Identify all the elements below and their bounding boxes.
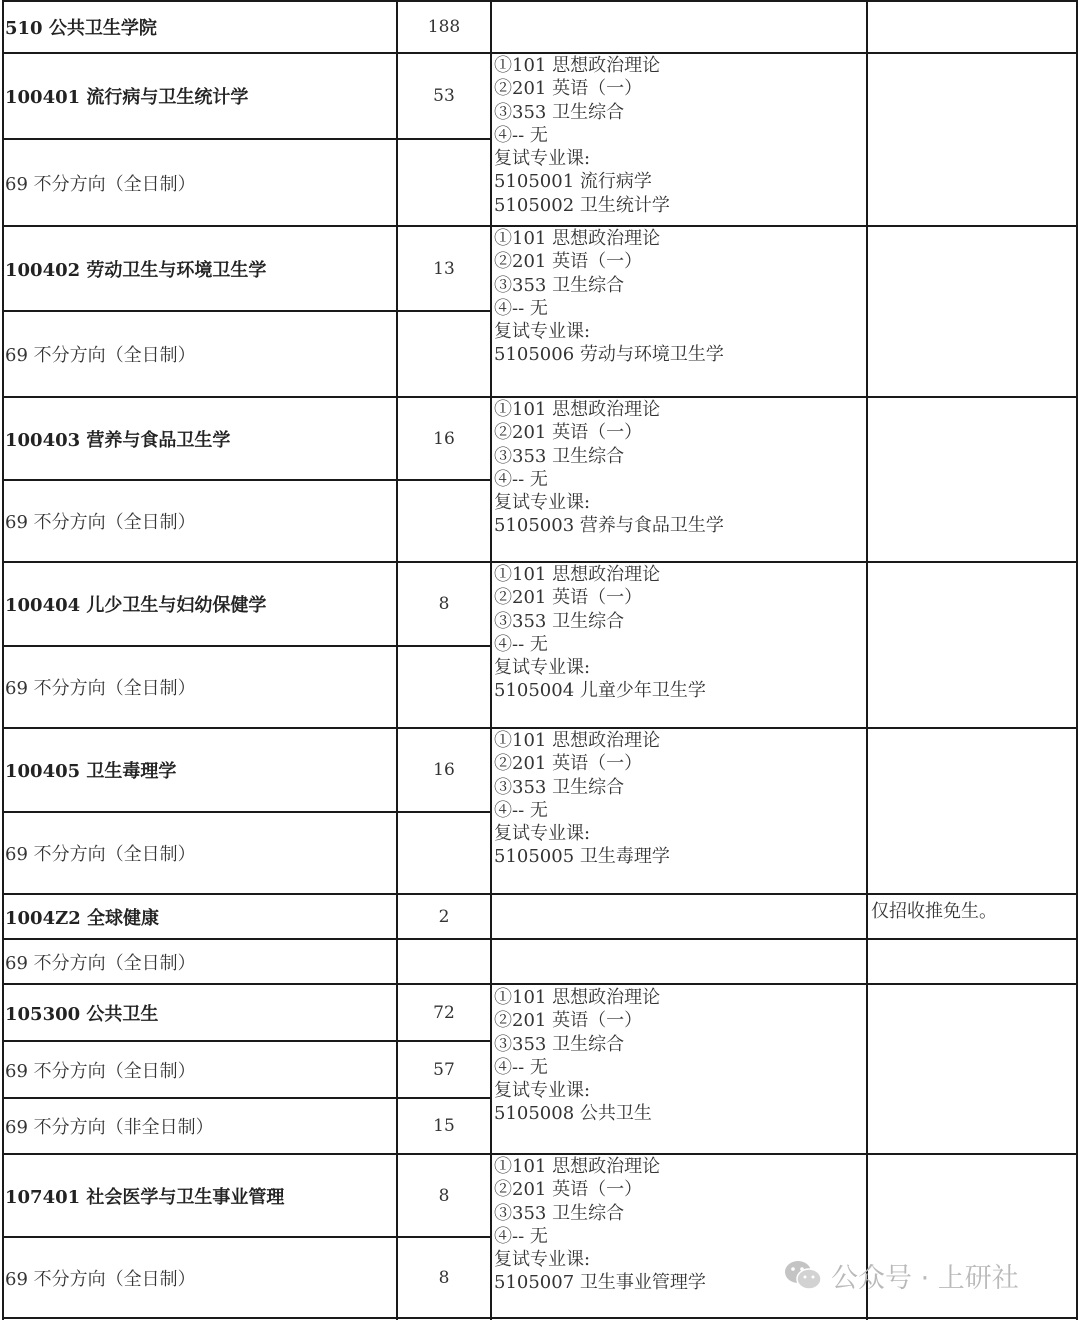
exam-line: ①101 思想政治理论 — [494, 55, 661, 76]
exam-line: ③353 卫生综合 — [494, 1202, 625, 1224]
exam-line: 5105008 公共卫生 — [494, 1103, 652, 1125]
exam-subjects — [494, 398, 724, 538]
exam-line: ②201 英语（一） — [494, 422, 643, 444]
exam-line: 5105002 卫生统计学 — [494, 194, 670, 216]
exam-line: ①101 思想政治理论 — [494, 1156, 661, 1177]
exam-line: ③353 卫生综合 — [494, 101, 625, 123]
major-name: 107401 社会医学与卫生事业管理 — [5, 1186, 285, 1208]
exam-line: ②201 英语（一） — [494, 251, 643, 273]
exam-line: ②201 英语（一） — [494, 753, 643, 775]
major-quota: 13 — [433, 258, 455, 279]
major-name: 100405 卫生毒理学 — [5, 761, 177, 782]
major-name: 100402 劳动卫生与环境卫生学 — [5, 259, 267, 281]
exam-line: ④-- 无 — [494, 799, 548, 821]
major-name: 100403 营养与食品卫生学 — [5, 429, 231, 451]
column-divider — [490, 0, 492, 1320]
direction-label: 69 不分方向（全日制） — [5, 1060, 196, 1082]
exam-line: 复试专业课: — [494, 1080, 591, 1102]
major-name: 100401 流行病与卫生统计学 — [5, 87, 249, 108]
exam-line: ③353 卫生综合 — [494, 1033, 625, 1055]
major-name: 105300 公共卫生 — [5, 1003, 159, 1025]
exam-subjects — [494, 563, 706, 703]
direction-quota: 8 — [438, 1267, 450, 1288]
exam-line: ③353 卫生综合 — [494, 610, 625, 632]
exam-subjects — [494, 1155, 706, 1295]
exam-subjects — [494, 729, 670, 869]
table-border-left — [2, 0, 4, 1320]
exam-line: ③353 卫生综合 — [494, 776, 625, 798]
watermark — [783, 1255, 1019, 1295]
exam-line: ③353 卫生综合 — [494, 445, 625, 467]
wechat-icon — [783, 1258, 823, 1292]
exam-line: 5105006 劳动与环境卫生学 — [494, 344, 724, 366]
direction-quota: 57 — [433, 1059, 455, 1080]
exam-line: ④-- 无 — [494, 124, 548, 146]
major-quota: 16 — [433, 428, 455, 449]
exam-line: ④-- 无 — [494, 1225, 548, 1247]
exam-line: 5105005 卫生毒理学 — [494, 846, 670, 868]
row-divider — [2, 1317, 1078, 1319]
exam-subjects — [494, 54, 670, 217]
direction-label: 69 不分方向（非全日制） — [5, 1117, 214, 1138]
exam-line: 5105007 卫生事业管理学 — [494, 1272, 706, 1294]
direction-label: 69 不分方向（全日制） — [5, 678, 196, 699]
exam-line: 复试专业课: — [494, 492, 591, 514]
major-quota: 53 — [433, 86, 455, 106]
exam-line: 复试专业课: — [494, 657, 591, 679]
direction-label: 69 不分方向（全日制） — [5, 1268, 196, 1290]
exam-line: 5105004 儿童少年卫生学 — [494, 680, 706, 702]
row-divider — [2, 0, 1078, 2]
exam-line: ②201 英语（一） — [494, 1010, 643, 1032]
direction-label: 69 不分方向（全日制） — [5, 345, 196, 366]
exam-line: ④-- 无 — [494, 297, 548, 319]
direction-label: 69 不分方向（全日制） — [5, 952, 196, 974]
exam-line: ①101 思想政治理论 — [494, 987, 661, 1008]
exam-line: 5105001 流行病学 — [494, 171, 652, 193]
major-name: 1004Z2 全球健康 — [5, 907, 160, 929]
exam-line: 复试专业课: — [494, 823, 591, 845]
major-quota: 72 — [433, 1002, 455, 1023]
exam-subjects — [494, 227, 724, 367]
table-border-right — [1076, 0, 1078, 1320]
exam-line: ②201 英语（一） — [494, 78, 643, 100]
direction-label: 69 不分方向（全日制） — [5, 512, 196, 533]
college-quota: 188 — [427, 17, 461, 37]
exam-line: ④-- 无 — [494, 633, 548, 655]
exam-line: 复试专业课: — [494, 321, 591, 343]
major-name: 100404 儿少卫生与妇幼保健学 — [5, 595, 267, 616]
exam-line: ②201 英语（一） — [494, 1179, 643, 1201]
exam-line: 复试专业课: — [494, 1249, 591, 1271]
exam-line: ④-- 无 — [494, 468, 548, 490]
exam-line: ②201 英语（一） — [494, 587, 643, 609]
row-divider — [2, 983, 1078, 985]
exam-line: ①101 思想政治理论 — [494, 564, 661, 585]
major-quota: 2 — [438, 906, 450, 927]
major-quota: 16 — [433, 760, 455, 780]
exam-line: ①101 思想政治理论 — [494, 228, 661, 249]
major-quota: 8 — [438, 594, 450, 614]
exam-subjects — [494, 986, 660, 1126]
direction-label: 69 不分方向（全日制） — [5, 844, 196, 865]
exam-line: 复试专业课: — [494, 148, 591, 170]
exam-line: ①101 思想政治理论 — [494, 399, 661, 420]
direction-quota: 15 — [433, 1116, 455, 1136]
exam-line: ①101 思想政治理论 — [494, 730, 661, 751]
college-name: 510 公共卫生学院 — [5, 18, 157, 39]
exam-line: ④-- 无 — [494, 1056, 548, 1078]
exam-line: 5105003 营养与食品卫生学 — [494, 515, 724, 537]
direction-label: 69 不分方向（全日制） — [5, 173, 196, 195]
column-divider — [866, 0, 868, 1320]
row-divider — [2, 893, 1078, 895]
remark: 仅招收推免生。 — [871, 901, 997, 922]
exam-line: ③353 卫生综合 — [494, 274, 625, 296]
watermark-text: 公众号 · 上研社 — [831, 1262, 1019, 1294]
major-quota: 8 — [438, 1185, 450, 1206]
